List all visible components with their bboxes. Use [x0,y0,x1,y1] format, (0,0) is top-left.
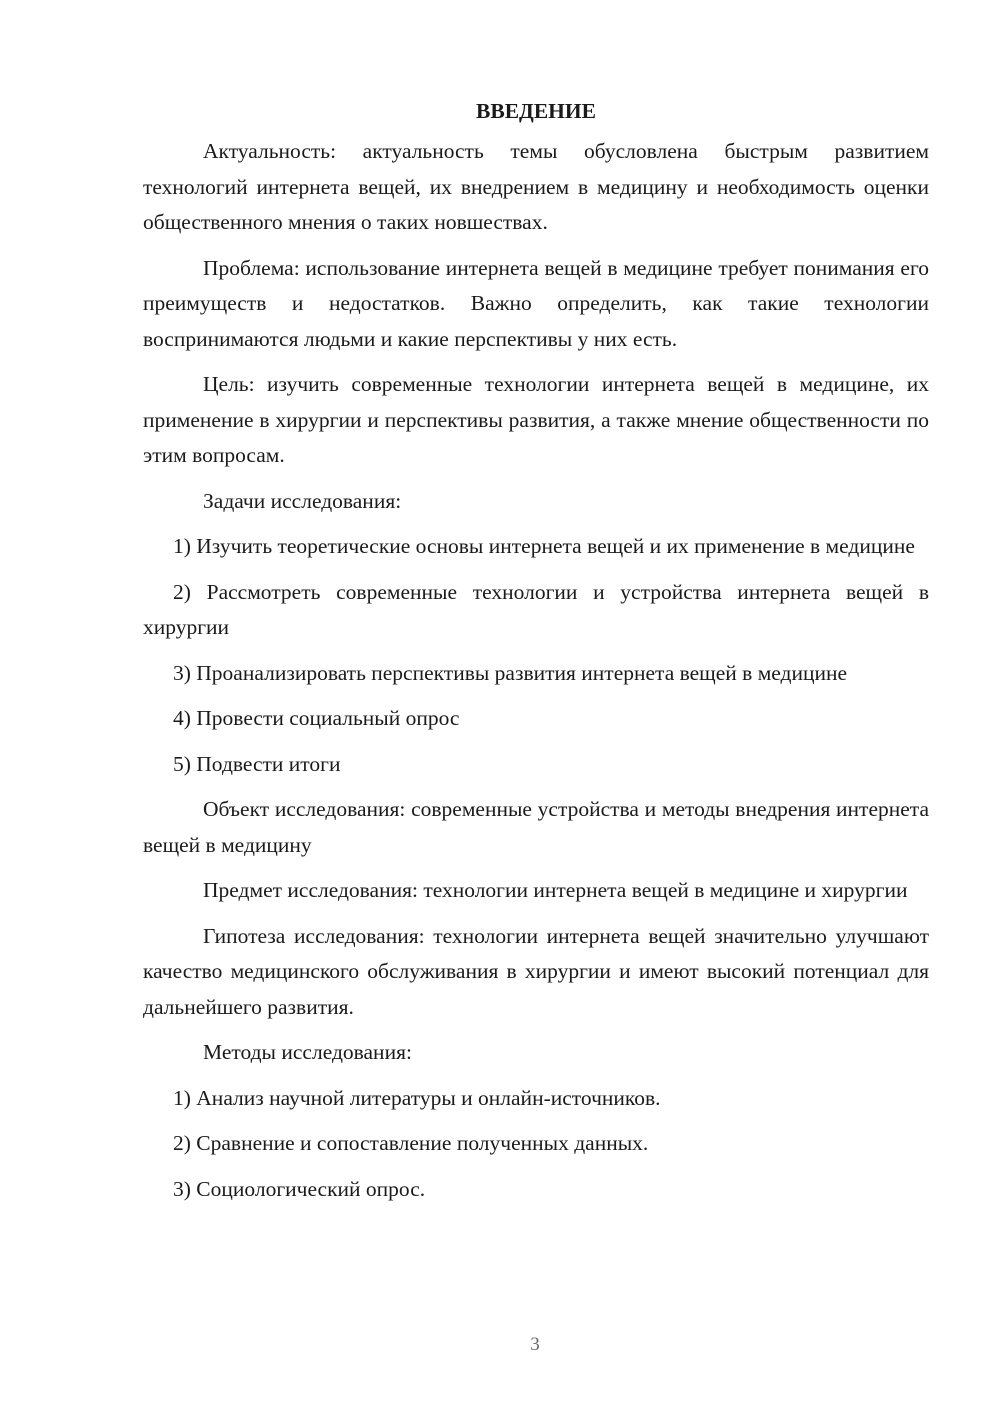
list-item: 5) Подвести итоги [173,751,341,776]
relevance-paragraph: Актуальность: актуальность темы обусловлена быстрым развитием технологий интернета вещей, их внедрением в медицину и необходимость оценки общественного мнения о таких новшествах. [143,139,929,234]
hypothesis-paragraph: Гипотеза исследования: технологии интернета вещей значительно улучшают качество медицинского обслуживания в хирургии и имеют высокий потенциал для дальнейшего развития. [143,923,929,1019]
list-item: 3) Проанализировать перспективы развития интернета вещей в медицине [173,660,848,685]
object-paragraph: Объект исследования: современные устройства и методы внедрения интернета вещей в медицину [143,797,929,857]
problem-paragraph: Проблема: использование интернета вещей в медицине требует понимания его преимуществ и недостатков. Важно определить, как такие технологии воспринимаются людьми и какие перспективы у них есть. [143,255,929,351]
list-item: 4) Провести социальный опрос [173,706,460,730]
page-content [143,96,929,1217]
list-item: 1) Анализ научной литературы и онлайн-источников. [173,1085,661,1110]
list-item: 2) Сравнение и сопоставление полученных данных. [173,1131,649,1155]
tasks-heading: Задачи исследования: [203,488,402,513]
tasks-list [143,529,929,782]
page-number: 3 [530,1334,540,1355]
section-title: ВВЕДЕНИЕ [476,99,596,123]
methods-heading: Методы исследования: [203,1040,412,1064]
list-item: 2) Рассмотреть современные технологии и устройства интернета вещей в хирургии [143,579,929,639]
list-item: 1) Изучить теоретические основы интернета вещей и их применение в медицине [173,534,915,558]
subject-paragraph: Предмет исследования: технологии интернета вещей в медицине и хирургии [203,878,908,902]
list-item: 3) Социологический опрос. [173,1176,426,1201]
goal-paragraph: Цель: изучить современные технологии интернета вещей в медицине, их применение в хирургии и перспективы развития, а также мнение общественности по этим вопросам. [143,372,929,467]
methods-list [143,1081,929,1208]
